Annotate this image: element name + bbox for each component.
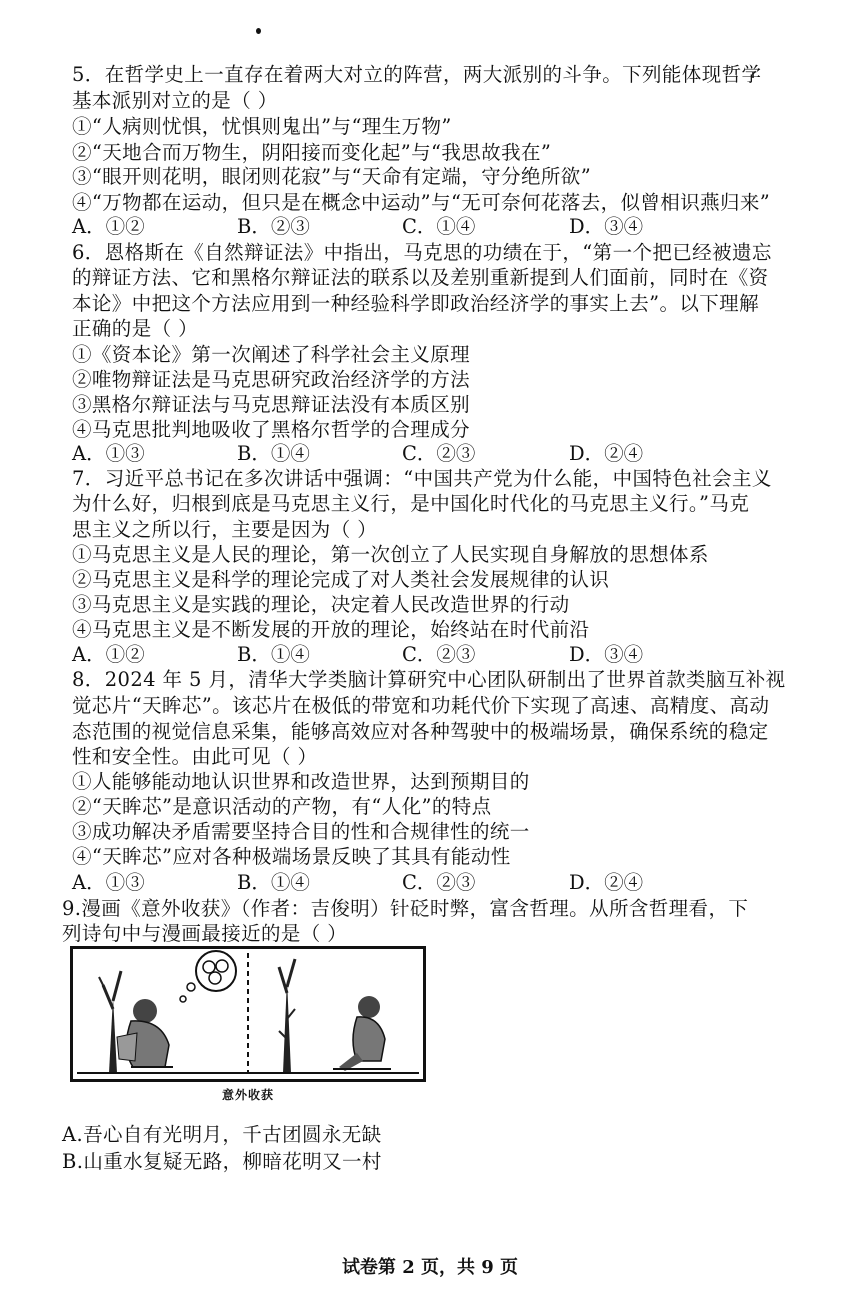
q7-item-2: ②马克思主义是科学的理论完成了对人类社会发展规律的认识 (72, 568, 610, 591)
page-footer: 试卷第 2 页，共 9 页 (341, 1257, 519, 1278)
q7-item-4: ④马克思主义是不断发展的开放的理论，始终站在时代前沿 (72, 618, 590, 641)
q6-item-1: ①《资本论》第一次阐述了科学社会主义原理 (72, 343, 471, 366)
q8-stem-line-4: 性和安全性。由此可见（ ） (72, 745, 318, 768)
q7-option-a[interactable]: A．①② (72, 643, 145, 666)
thought-bubble (180, 951, 236, 1002)
q6-stem-line-1: 6．恩格斯在《自然辩证法》中指出，马克思的功绩在于，“第一个把已经被遗忘 (72, 241, 772, 264)
q6-options (72, 441, 772, 467)
q7-stem-line-2: 为什么好，归根到底是马克思主义行，是中国化时代化的马克思主义行。”马克 (72, 492, 750, 515)
q8-option-d[interactable]: D．②④ (569, 871, 644, 894)
q6-item-2: ②唯物辩证法是马克思研究政治经济学的方法 (72, 368, 471, 391)
q8-stem-line-3: 态范围的视觉信息采集，能够高效应对各种驾驶中的极端场景，确保系统的稳定 (72, 720, 769, 743)
q6-item-3: ③黑格尔辩证法与马克思辩证法没有本质区别 (72, 393, 471, 416)
q7-item-1: ①马克思主义是人民的理论，第一次创立了人民实现自身解放的思想体系 (72, 543, 709, 566)
q6-stem-line-2: 的辩证方法、它和黑格尔辩证法的联系以及差别重新提到人们面前，同时在《资 (72, 266, 769, 289)
q5-option-a[interactable]: A．①② (72, 215, 145, 238)
q8-item-1: ①人能够能动地认识世界和改造世界，达到预期目的 (72, 770, 530, 793)
left-tree (99, 971, 121, 1073)
cartoon-drawing (73, 949, 423, 1079)
right-person (333, 996, 391, 1071)
q6-stem-line-3: 本论》中把这个方法应用到一种经验科学即政治经济学的事实上去”。以下理解 (72, 292, 759, 315)
q5-stem-line-2: 基本派别对立的是（ ） (72, 89, 278, 112)
q8-options (72, 870, 772, 896)
q6-item-4: ④马克思批判地吸收了黑格尔哲学的合理成分 (72, 418, 471, 441)
q5-item-2: ②“天地合而万物生，阴阳接而变化起”与“我思故我在” (72, 141, 552, 164)
q7-option-b[interactable]: B．①④ (237, 643, 310, 666)
q7-options (72, 642, 772, 668)
q9-option-b[interactable]: B.山重水复疑无路，柳暗花明又一村 (62, 1150, 382, 1173)
q9-stem-line-1: 9.漫画《意外收获》（作者：吉俊明）针砭时弊，富含哲理。从所含哲理看，下 (62, 897, 749, 920)
q6-option-d[interactable]: D．②④ (569, 442, 644, 465)
q8-item-3: ③成功解决矛盾需要坚持合目的性和合规律性的统一 (72, 820, 530, 843)
q8-stem-line-2: 觉芯片“天眸芯”。该芯片在极低的带宽和功耗代价下实现了高速、高精度、高动 (72, 694, 770, 717)
q8-item-4: ④“天眸芯”应对各种极端场景反映了其具有能动性 (72, 845, 511, 868)
q5-option-b[interactable]: B．②③ (237, 215, 310, 238)
q5-item-3: ③“眼开则花明，眼闭则花寂”与“天命有定端，守分绝所欲” (72, 165, 592, 188)
q6-option-a[interactable]: A．①③ (72, 442, 145, 465)
q8-item-2: ②“天眸芯”是意识活动的产物，有“人化”的特点 (72, 795, 492, 818)
q5-item-4: ④“万物都在运动，但只是在概念中运动”与“无可奈何花落去，似曾相识燕归来” (72, 191, 771, 214)
q5-item-1: ①“人病则忧惧，忧惧则鬼出”与“理生万物” (72, 115, 452, 138)
q6-option-b[interactable]: B．①④ (237, 442, 310, 465)
q6-stem-line-4: 正确的是（ ） (72, 317, 198, 340)
scan-speck (256, 28, 261, 34)
cartoon-caption: 意外收获 (221, 1088, 274, 1102)
q9-stem-line-2: 列诗句中与漫画最接近的是（ ） (62, 922, 348, 945)
left-person (117, 999, 173, 1067)
q5-stem-line-1: 5．在哲学史上一直存在着两大对立的阵营，两大派别的斗争。下列能体现哲学 (72, 63, 762, 86)
q7-item-3: ③马克思主义是实践的理论，决定着人民改造世界的行动 (72, 593, 570, 616)
q9-option-a[interactable]: A.吾心自有光明月，千古团圆永无缺 (62, 1123, 382, 1146)
q5-options (72, 214, 772, 240)
q8-option-b[interactable]: B．①④ (237, 871, 310, 894)
q7-option-d[interactable]: D．③④ (569, 643, 644, 666)
q7-stem-line-3: 思主义之所以行，主要是因为（ ） (72, 518, 378, 541)
q8-option-c[interactable]: C．②③ (402, 871, 476, 894)
q6-option-c[interactable]: C．②③ (402, 442, 476, 465)
right-tree (279, 959, 295, 1073)
cartoon-image (70, 946, 426, 1082)
q7-option-c[interactable]: C．②③ (402, 643, 476, 666)
q7-stem-line-1: 7．习近平总书记在多次讲话中强调：“中国共产党为什么能，中国特色社会主义 (72, 467, 772, 490)
q5-option-d[interactable]: D．③④ (569, 215, 644, 238)
q8-stem-line-1: 8．2024 年 5 月，清华大学类脑计算研究中心团队研制出了世界首款类脑互补视 (72, 668, 786, 691)
q8-option-a[interactable]: A．①③ (72, 871, 145, 894)
q5-option-c[interactable]: C．①④ (402, 215, 476, 238)
